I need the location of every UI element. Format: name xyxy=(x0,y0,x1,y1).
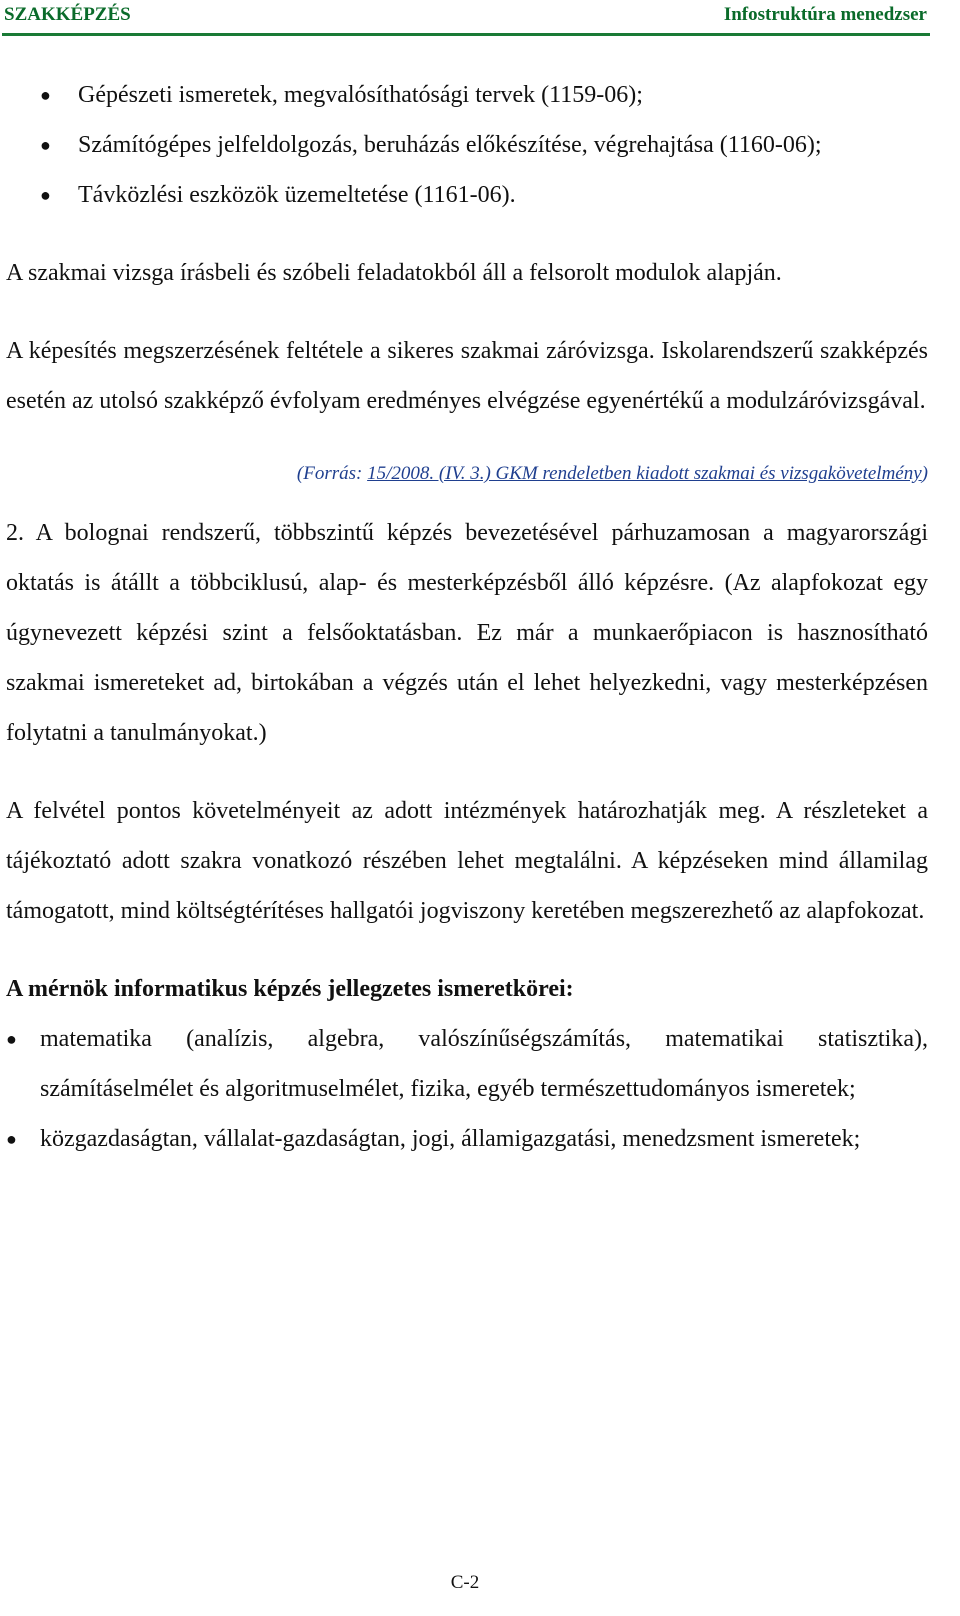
page-body xyxy=(6,70,928,1164)
bullet-icon: ● xyxy=(6,1029,17,1049)
qualification-paragraph: A képesítés megszerzésének feltétele a sikeres szakmai záróvizsga. Iskolarendszerű szakképzés esetén az utolsó szakképző évfolyam eredményes elvégzése egyenértékű a modulzáróvizsgával. xyxy=(6,338,928,414)
list-item xyxy=(6,1114,928,1164)
section-heading: A mérnök informatikus képzés jellegzetes ismeretkörei: xyxy=(6,976,574,1002)
topic-item-text: matematika (analízis, algebra, valószínűségszámítás, matematikai statisztika), számításelmélet és algoritmuselmélet, fizika, egyéb természettudományos ismeretek; xyxy=(40,1026,928,1102)
exam-paragraph: A szakmai vizsga írásbeli és szóbeli feladatokból áll a felsorolt modulok alapján. xyxy=(6,260,782,286)
list-item xyxy=(6,70,928,120)
module-item-text: Távközlési eszközök üzemeltetése (1161-06). xyxy=(78,182,516,208)
header-section-title: SZAKKÉPZÉS xyxy=(4,4,131,25)
source-link[interactable]: 15/2008. (IV. 3.) GKM rendeletben kiadott szakmai és vizsgakövetelmény xyxy=(367,463,922,484)
page-header xyxy=(0,0,960,34)
bullet-icon: ● xyxy=(40,135,51,155)
module-item-text: Gépészeti ismeretek, megvalósíthatósági tervek (1159-06); xyxy=(78,82,643,108)
topic-item-text: közgazdaságtan, vállalat-gazdaságtan, jogi, államigazgatási, menedzsment ismeretek; xyxy=(40,1126,861,1152)
module-item-text: Számítógépes jelfeldolgozás, beruházás előkészítése, végrehajtása (1160-06); xyxy=(78,132,822,158)
page-number: C-2 xyxy=(450,1572,480,1593)
admission-paragraph: A felvétel pontos követelményeit az adott intézmények határozhatják meg. A részleteket a tájékoztató adott szakra vonatkozó részében lehet megtalálni. A képzéseken mind államilag támogatott, mind költségtérítéses hallgatói jogviszony keretében megszerezhető az alapfokozat. xyxy=(6,798,928,924)
bullet-icon: ● xyxy=(40,85,51,105)
header-document-title: Infostruktúra menedzser xyxy=(723,4,927,25)
list-item xyxy=(6,1014,928,1114)
bullet-icon: ● xyxy=(6,1129,17,1149)
list-item xyxy=(6,170,928,220)
source-citation xyxy=(6,454,928,494)
list-item xyxy=(6,120,928,170)
source-prefix: (Forrás: xyxy=(296,463,368,484)
bologna-paragraph: 2. A bolognai rendszerű, többszintű képzés bevezetésével párhuzamosan a magyarországi oktatás is átállt a többciklusú, alap- és mesterképzésből álló képzésre. (Az alapfokozat egy úgynevezett képzési szint a felsőoktatásban. Ez már a munkaerőpiacon is hasznosítható szakmai ismereteket ad, birtokában a végzés után el lehet helyezkedni, vagy mesterképzésen folytatni a tanulmányokat.) xyxy=(6,520,928,746)
source-suffix: ) xyxy=(921,463,928,484)
module-list xyxy=(6,70,928,220)
header-divider xyxy=(2,33,930,36)
bullet-icon: ● xyxy=(40,185,51,205)
topic-list xyxy=(6,1014,928,1164)
